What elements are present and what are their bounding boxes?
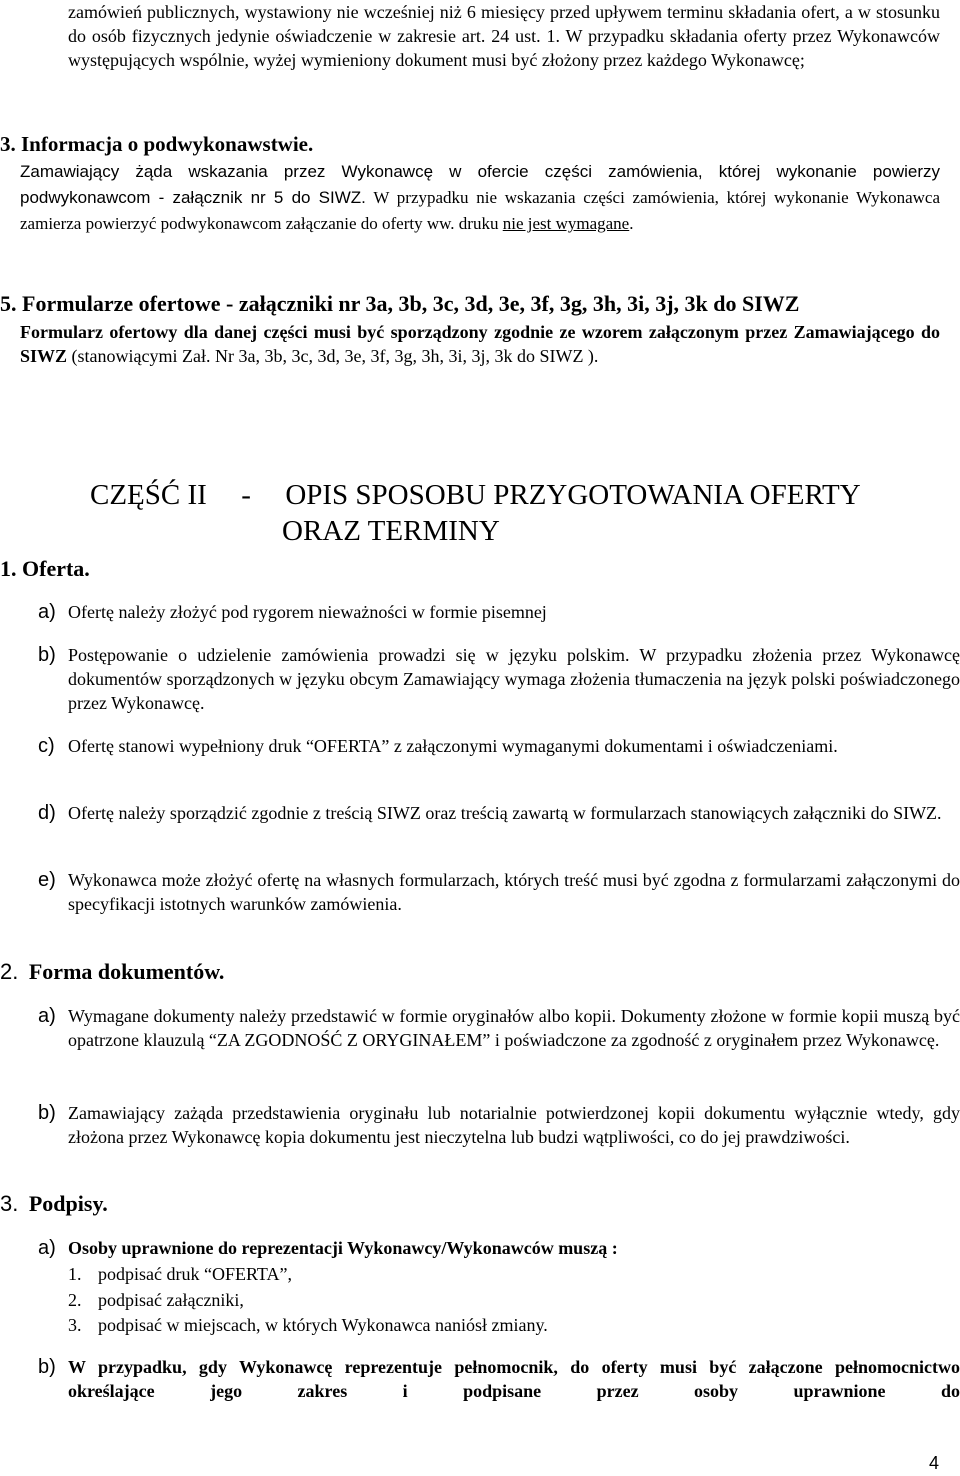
- signatures-sub-1: [68, 1262, 292, 1286]
- subcontracting-underlined: nie jest wymagane: [502, 214, 630, 233]
- section-heading-forms: 5. Formularze ofertowe - załączniki nr 3a, 3b, 3c, 3d, 3e, 3f, 3g, 3h, 3i, 3j, 3k do SIWZ: [0, 291, 800, 316]
- section-signatures-title: Podpisy.: [28, 1191, 108, 1216]
- signatures-item-a-letter: a): [38, 1237, 56, 1259]
- offer-item-a-text: Ofertę należy złożyć pod rygorem nieważności w formie pisemnej: [68, 602, 547, 622]
- section-signatures-number: 3.: [0, 1191, 19, 1216]
- signatures-sub-2: [68, 1288, 244, 1312]
- sub-number: 3.: [68, 1315, 82, 1335]
- section-heading-subcontracting: 3. Informacja o podwykonawstwie.: [0, 132, 314, 156]
- sub-number: 1.: [68, 1264, 82, 1284]
- section-heading-offer: 1. Oferta.: [0, 556, 90, 581]
- section-heading-signatures: [0, 1192, 108, 1217]
- offer-item-a-letter: a): [38, 601, 56, 623]
- forms-paragraph: [20, 320, 940, 368]
- part-title-line1: OPIS SPOSOBU PRZYGOTOWANIA OFERTY: [285, 479, 861, 511]
- offer-item-b-letter: b): [38, 644, 56, 666]
- signatures-item-b-letter: b): [38, 1356, 56, 1378]
- docs-item-b-letter: b): [38, 1102, 56, 1124]
- offer-item-c-text: Ofertę stanowi wypełniony druk “OFERTA” z załączonymi wymaganymi dokumentami i oświadczeniami.: [68, 736, 838, 756]
- docs-item-a-letter: a): [38, 1005, 56, 1027]
- offer-item-d-text: Ofertę należy sporządzić zgodnie z treścią SIWZ oraz treścią zawartą w formularzach stanowiących załączniki do SIWZ.: [68, 803, 942, 823]
- offer-item-e-text: Wykonawca może złożyć ofertę na własnych formularzach, których treść musi być zgodna z formularzami załączonymi do specyfikacji istotnych warunków zamówienia.: [68, 870, 960, 914]
- offer-item-c-letter: c): [38, 735, 55, 757]
- continued-paragraph: zamówień publicznych, wystawiony nie wcześniej niż 6 miesięcy przed upływem terminu składania ofert, a w stosunku do osób fizycznych jedynie oświadczenie w zakresie art. 24 ust. 1. W przypadku składania oferty przez Wykonawców występujących wspólnie, wyżej wymieniony dokument musi być złożony przez każdego Wykonawcę;: [68, 2, 940, 70]
- part-dash: -: [241, 479, 251, 511]
- subcontracting-paragraph: [20, 159, 940, 237]
- signatures-item-b-text: W przypadku, gdy Wykonawcę reprezentuje pełnomocnik, do oferty musi być załączone pełnomocnictwo określające jego zakres i podpisane przez osoby uprawnione do: [68, 1357, 960, 1401]
- section-docs-number: 2.: [0, 959, 19, 984]
- forms-normal-text: (stanowiącymi Zał. Nr 3a, 3b, 3c, 3d, 3e, 3f, 3g, 3h, 3i, 3j, 3k do SIWZ ).: [67, 346, 599, 366]
- signatures-item-a-text: Osoby uprawnione do reprezentacji Wykonawcy/Wykonawców muszą :: [68, 1238, 618, 1258]
- section-docs-title: Forma dokumentów.: [28, 959, 225, 984]
- part-label: CZĘŚĆ II: [90, 479, 207, 511]
- subcontracting-text-2: W przypadku nie wskazania części zamówienia, której wykonanie Wykonawca zamierza powierzyć podwykonawcom załączanie do oferty ww. druku: [20, 188, 940, 233]
- signatures-sub-3: [68, 1313, 548, 1337]
- sub-text: podpisać w miejscach, w których Wykonawca naniósł zmiany.: [98, 1315, 548, 1335]
- docs-item-a-text: Wymagane dokumenty należy przedstawić w formie oryginałów albo kopii. Dokumenty złożone w formie kopii muszą być opatrzone klauzulą “ZA ZGODNOŚĆ Z ORYGINAŁEM” i poświadczone za zgodność z oryginałem przez Wykonawcę.: [68, 1006, 960, 1050]
- page-number: 4: [929, 1453, 940, 1473]
- sub-text: podpisać druk “OFERTA”,: [98, 1264, 292, 1284]
- forms-bold-text: Formularz ofertowy dla danej części musi być sporządzony zgodnie ze wzorem załączonym przez Zamawiającego do SIWZ: [20, 322, 940, 366]
- offer-item-d-letter: d): [38, 802, 56, 824]
- part-title-line2: ORAZ TERMINY: [282, 515, 500, 547]
- part-title: [90, 478, 861, 547]
- sub-number: 2.: [68, 1290, 82, 1310]
- section-heading-docs: [0, 960, 224, 985]
- subcontracting-text-end: .: [629, 214, 634, 233]
- subcontracting-text-1: Zamawiający żąda wskazania przez Wykonawcę w ofercie części zamówienia, której wykonanie powierzy podwykonawcom - załącznik nr 5 do SIWZ.: [20, 162, 940, 207]
- sub-text: podpisać załączniki,: [98, 1290, 244, 1310]
- offer-item-e-letter: e): [38, 869, 56, 891]
- docs-item-b-text: Zamawiający zażąda przedstawienia oryginału lub notarialnie potwierdzonej kopii dokumentu wyłącznie wtedy, gdy złożona przez Wykonawcę kopia dokumentu jest nieczytelna lub budzi wątpliwości, co do jej prawdziwości.: [68, 1103, 960, 1147]
- offer-item-b-text: Postępowanie o udzielenie zamówienia prowadzi się w języku polskim. W przypadku złożenia przez Wykonawcę dokumentów sporządzonych w języku obcym Zamawiający wymaga złożenia tłumaczenia na język polski poświadczonego przez Wykonawcę.: [68, 645, 960, 713]
